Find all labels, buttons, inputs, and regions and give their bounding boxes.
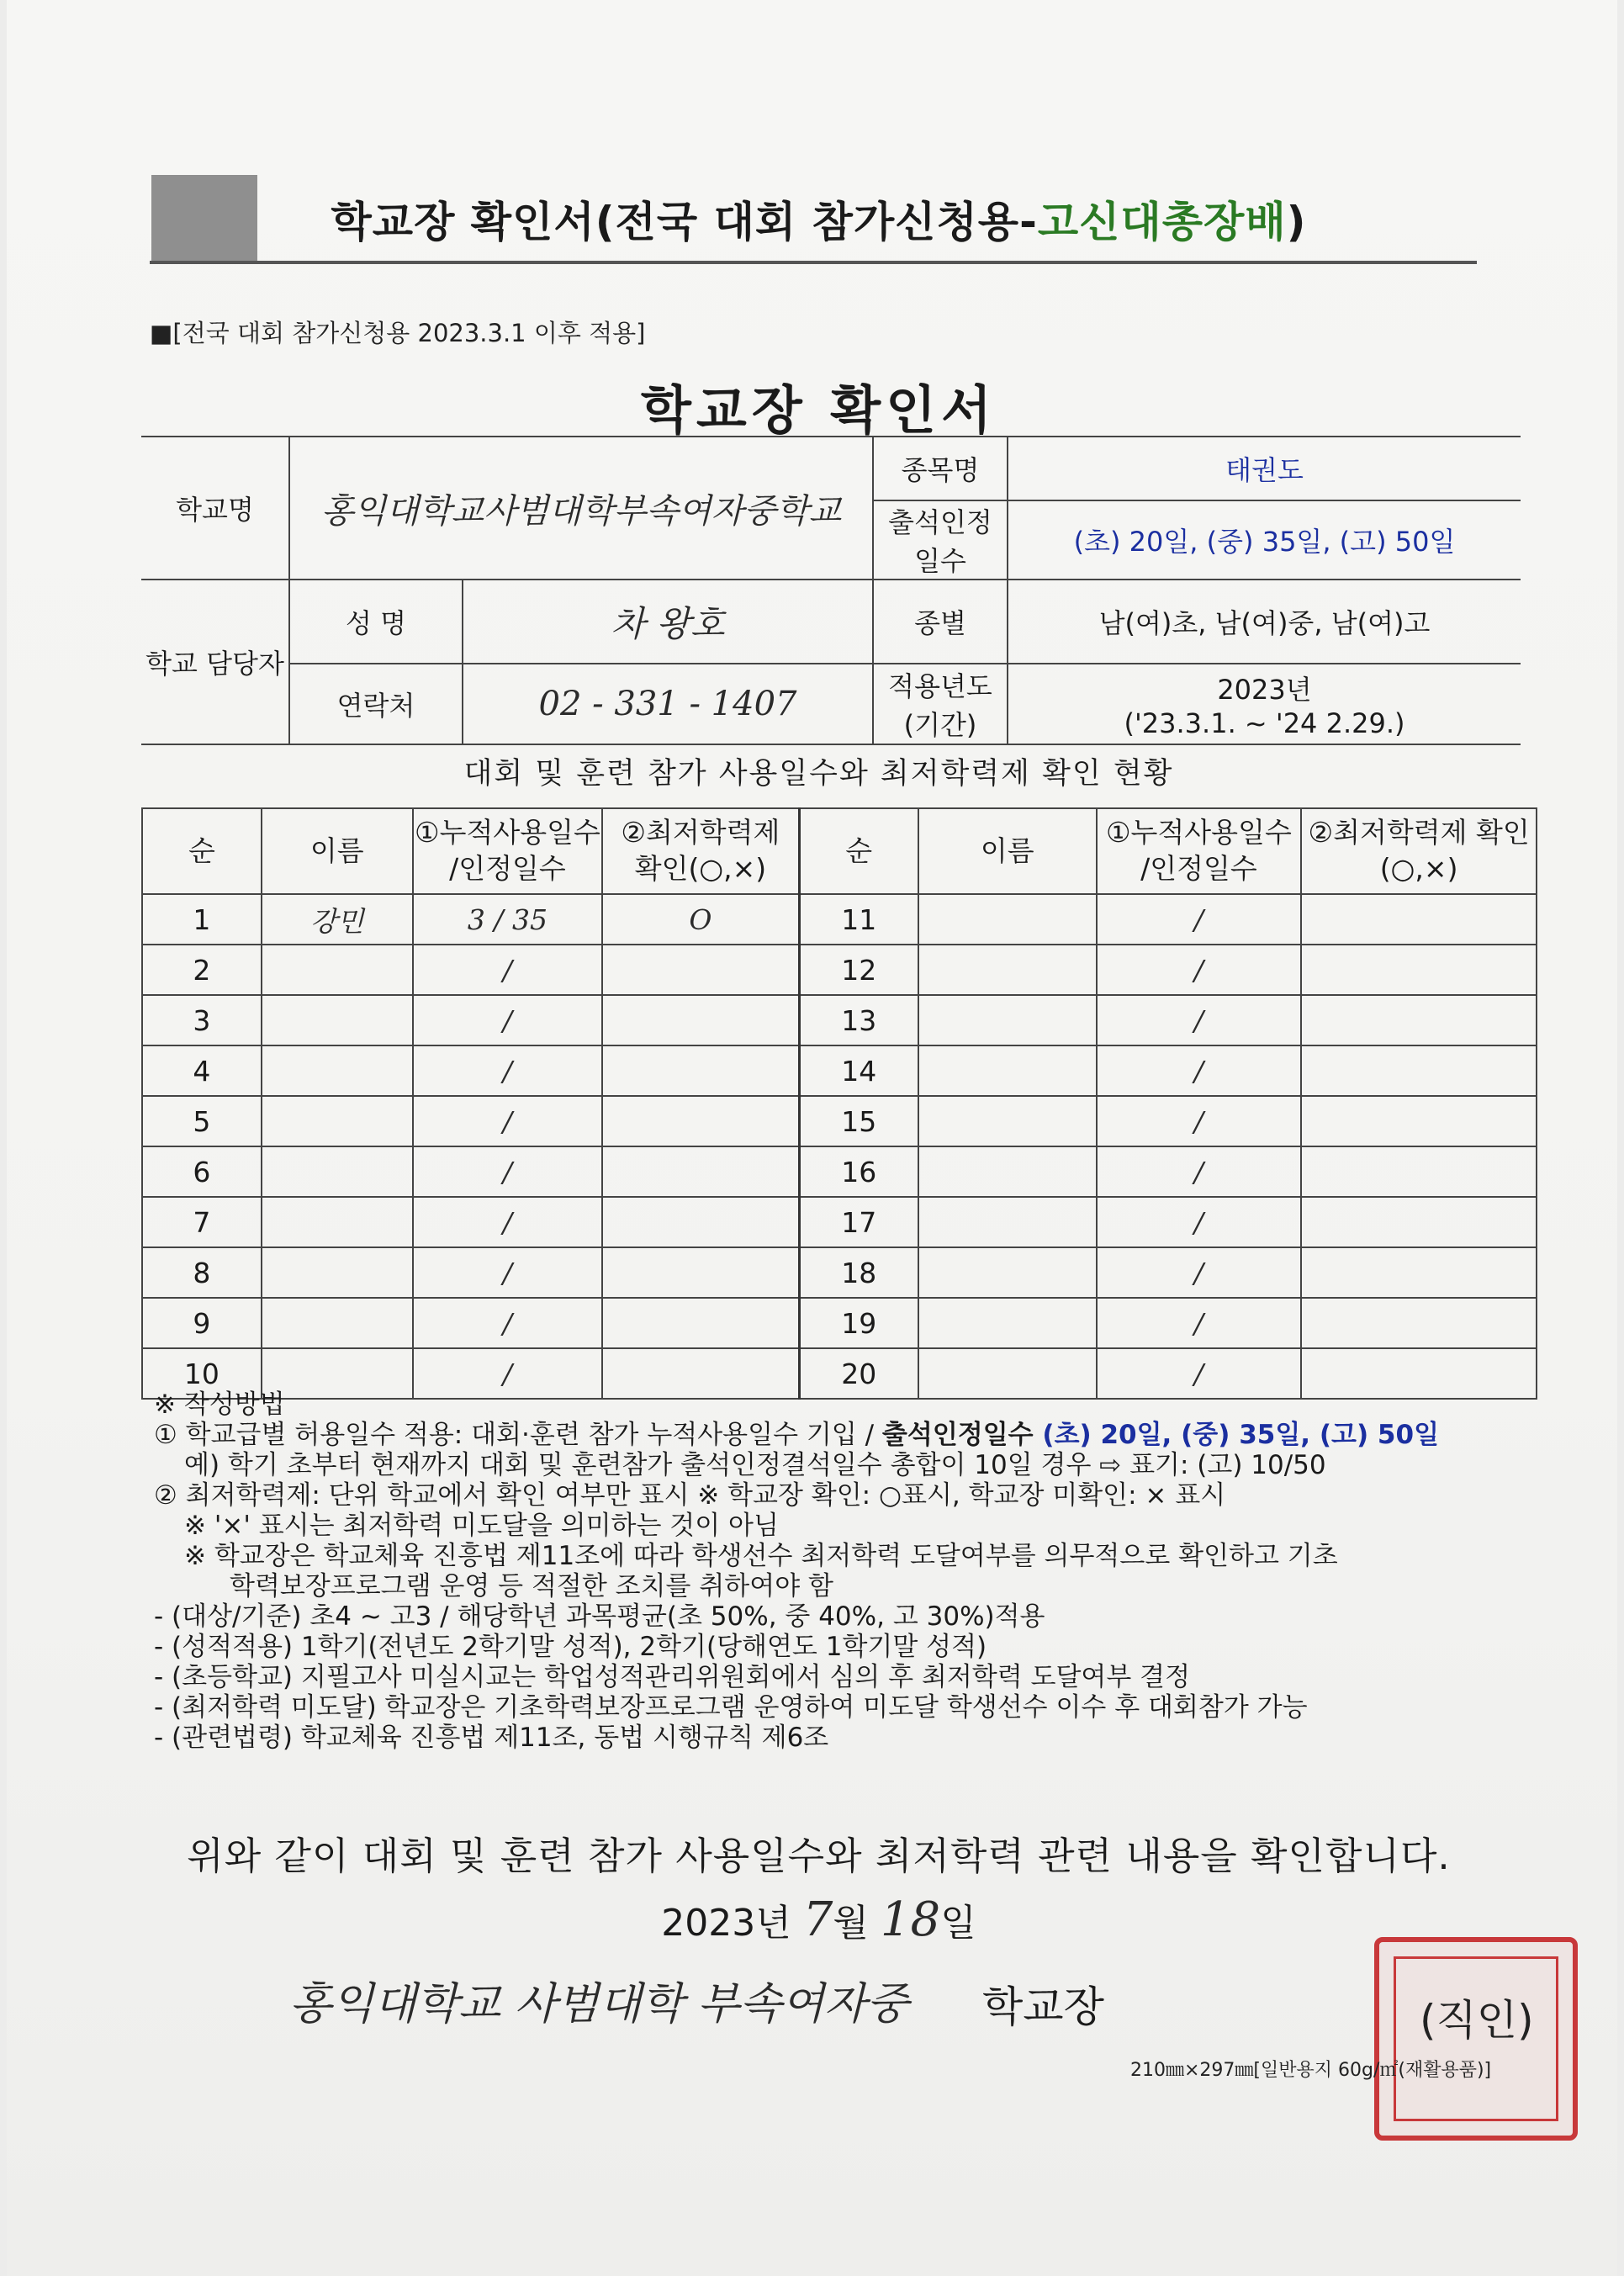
contact-value: 02 - 331 - 1407: [463, 664, 873, 744]
cell-days: /: [1097, 1197, 1302, 1247]
cell-name: [262, 995, 413, 1045]
year-period: ('23.3.1. ~ '24 2.29.): [1124, 707, 1405, 739]
cell-days: /: [1097, 945, 1302, 995]
cell-no: 13: [799, 995, 918, 1045]
cell-check: [602, 1197, 799, 1247]
roster-header-row: [142, 808, 1537, 894]
cell-days: /: [413, 1298, 603, 1348]
seal-mark: (직인): [1420, 1996, 1534, 2045]
cell-days: /: [413, 1197, 603, 1247]
attendance-value: (초) 20일, (중) 35일, (고) 50일: [1008, 500, 1521, 580]
detail-2: - (성적적용) 1학기(전년도 2학기말 성적), 2학기(당해연도 1학기말 성적): [154, 1632, 987, 1662]
cell-days: /: [413, 1146, 603, 1197]
roster-row: [142, 894, 1537, 945]
note-1: ① 학교급별 허용일수 적용: 대회·훈련 참가 누적사용일수 기입 / 출석인정일수 (초) 20일, (중) 35일, (고) 50일: [154, 1420, 1440, 1450]
school-label: 학교명: [141, 437, 289, 580]
cell-name: [918, 1045, 1097, 1096]
detail-5: - (관련법령) 학교체육 진흥법 제11조, 동법 시행규칙 제6조: [154, 1723, 829, 1753]
cell-check: [1301, 1146, 1537, 1197]
cell-days: 3 / 35: [413, 894, 603, 945]
note-2-sub2-cont: 학력보장프로그램 운영 등 적절한 조치를 취하여야 함: [230, 1571, 833, 1601]
header-name: 이름: [262, 808, 413, 894]
section-title: 대회 및 훈련 참가 사용일수와 최저학력제 확인 현황: [463, 757, 1174, 791]
cell-no: 2: [142, 945, 262, 995]
cell-no: 14: [799, 1045, 918, 1096]
roster-row: [142, 1197, 1537, 1247]
cell-name: [918, 945, 1097, 995]
roster-row: [142, 1146, 1537, 1197]
cell-check: [602, 945, 799, 995]
note-1-example: 예) 학기 초부터 현재까지 대회 및 훈련참가 출석인정결석일수 총합이 10일 경우 ⇨ 표기: (고) 10/50: [184, 1450, 1326, 1480]
cell-check: [1301, 1247, 1537, 1298]
cell-name: [262, 1197, 413, 1247]
cell-days: /: [1097, 1045, 1302, 1096]
cell-check: [1301, 1298, 1537, 1348]
roster-row: [142, 1045, 1537, 1096]
cell-check: [1301, 1096, 1537, 1146]
document-title: 학교장 확인서: [641, 379, 997, 441]
name-label: 성 명: [289, 580, 463, 664]
cell-no: 6: [142, 1146, 262, 1197]
cell-no: 19: [799, 1298, 918, 1348]
cell-name: [918, 1146, 1097, 1197]
roster-row: [142, 1298, 1537, 1348]
cell-check: O: [602, 894, 799, 945]
cell-name: [918, 1247, 1097, 1298]
cell-no: 11: [799, 894, 918, 945]
cell-check: [602, 1045, 799, 1096]
cell-no: 17: [799, 1197, 918, 1247]
cell-no: 1: [142, 894, 262, 945]
detail-4: - (최저학력 미도달) 학교장은 기초학력보장프로그램 운영하여 미도달 학생선수 이수 후 대회참가 가능: [154, 1692, 1308, 1723]
cell-check: [602, 995, 799, 1045]
header-check: ②최저학력제 확인(○,×): [602, 808, 799, 894]
banner-title-highlight: 고신대총장배: [1037, 198, 1287, 246]
cell-days: /: [1097, 1096, 1302, 1146]
cell-days: /: [1097, 894, 1302, 945]
cell-no: 8: [142, 1247, 262, 1298]
cell-no: 3: [142, 995, 262, 1045]
sport-value: 태권도: [1008, 437, 1521, 500]
date-month: 7: [802, 1892, 833, 1947]
instructions: [154, 1389, 1533, 1753]
cell-name: [262, 1146, 413, 1197]
cell-name: [262, 945, 413, 995]
cell-name: [918, 995, 1097, 1045]
note-2-sub2: ※ 학교장은 학교체육 진흥법 제11조에 따라 학생선수 최저학력 도달여부를 의무적으로 확인하고 기초: [184, 1541, 1338, 1571]
cell-check: [602, 1247, 799, 1298]
date-day: 18: [880, 1892, 941, 1947]
roster-table: [141, 807, 1537, 1400]
banner-title: 학교장 확인서(전국 대회 참가신청용-고신대총장배): [331, 198, 1307, 246]
cell-check: [1301, 894, 1537, 945]
cell-no: 15: [799, 1096, 918, 1146]
year-value: 2023년: [1217, 674, 1312, 706]
cell-check: [602, 1298, 799, 1348]
cell-no: 18: [799, 1247, 918, 1298]
cell-days: /: [413, 995, 603, 1045]
cell-name: [262, 1247, 413, 1298]
confirmation-statement: 위와 같이 대회 및 훈련 참가 사용일수와 최저학력 관련 내용을 확인합니다.: [187, 1834, 1451, 1878]
cell-no: 9: [142, 1298, 262, 1348]
banner-underline: [150, 261, 1477, 264]
roster-row: [142, 945, 1537, 995]
signature-title: 학교장: [982, 1982, 1104, 2031]
detail-3: - (초등학교) 지필고사 미실시교는 학업성적관리위원회에서 심의 후 최저학력 도달여부 결정: [154, 1662, 1191, 1692]
type-value: 남(여)초, 남(여)중, 남(여)고: [1008, 580, 1521, 664]
cell-days: /: [413, 1096, 603, 1146]
info-table: [141, 436, 1521, 745]
header-name: 이름: [918, 808, 1097, 894]
header-no: 순: [799, 808, 918, 894]
header-no: 순: [142, 808, 262, 894]
cell-no: 12: [799, 945, 918, 995]
cell-no: 4: [142, 1045, 262, 1096]
cell-check: [1301, 945, 1537, 995]
cell-days: /: [413, 1045, 603, 1096]
year-label: 적용년도 (기간): [873, 664, 1008, 744]
header-days: ①누적사용일수 /인정일수: [1097, 808, 1302, 894]
cell-name: [262, 1045, 413, 1096]
document-page: [7, 0, 1617, 2276]
cell-days: /: [1097, 1146, 1302, 1197]
cell-name: [918, 894, 1097, 945]
cell-days: /: [1097, 1298, 1302, 1348]
cell-days: /: [1097, 1348, 1302, 1399]
cell-name: [918, 1197, 1097, 1247]
cell-days: /: [413, 1247, 603, 1298]
cell-no: 10: [142, 1348, 262, 1399]
sport-label: 종목명: [873, 437, 1008, 500]
detail-1: - (대상/기준) 초4 ~ 고3 / 해당학년 과목평균(초 50%, 중 40%, 고 30%)적용: [154, 1601, 1045, 1632]
cell-check: [602, 1096, 799, 1146]
staff-label: 학교 담당자: [141, 580, 289, 744]
cell-days: /: [1097, 1247, 1302, 1298]
header-check: ②최저학력제 확인(○,×): [1301, 808, 1537, 894]
cell-check: [1301, 1045, 1537, 1096]
cell-name: 강민: [262, 894, 413, 945]
cell-check: [1301, 995, 1537, 1045]
cell-no: 16: [799, 1146, 918, 1197]
cell-name: [918, 1096, 1097, 1146]
roster-row: [142, 1247, 1537, 1298]
attendance-label: 출석인정 일수: [873, 500, 1008, 580]
cell-no: 7: [142, 1197, 262, 1247]
header-days: ①누적사용일수 /인정일수: [413, 808, 603, 894]
type-label: 종별: [873, 580, 1008, 664]
school-value: 홍익대학교사범대학부속여자중학교: [289, 437, 873, 580]
apply-note: ■[전국 대회 참가신청용 2023.3.1 이후 적용]: [150, 319, 646, 347]
cell-check: [1301, 1197, 1537, 1247]
signature-school: 홍익대학교 사범대학 부속여자중: [289, 1979, 909, 2030]
cell-name: [262, 1096, 413, 1146]
year-cell: [1008, 664, 1521, 744]
signature-date: 2023년 7월 18일: [661, 1892, 976, 1947]
cell-no: 20: [799, 1348, 918, 1399]
name-value: 차 왕호: [463, 580, 873, 664]
roster-row: [142, 995, 1537, 1045]
notes-heading: ※ 작성방법: [154, 1389, 285, 1420]
cell-name: [918, 1298, 1097, 1348]
contact-label: 연락처: [289, 664, 463, 744]
paper-spec: 210㎜×297㎜[일반용지 60g/㎡(재활용품)]: [1130, 2060, 1492, 2081]
note-2: ② 최저학력제: 단위 학교에서 확인 여부만 표시 ※ 학교장 확인: ○표시, 학교장 미확인: × 표시: [154, 1480, 1226, 1511]
cell-days: /: [1097, 995, 1302, 1045]
cell-days: /: [413, 1348, 603, 1399]
cell-name: [262, 1298, 413, 1348]
cell-days: /: [413, 945, 603, 995]
cell-check: [602, 1146, 799, 1197]
roster-row: [142, 1096, 1537, 1146]
cell-no: 5: [142, 1096, 262, 1146]
note-2-sub1: ※ '×' 표시는 최저학력 미도달을 의미하는 것이 아님: [184, 1511, 779, 1541]
